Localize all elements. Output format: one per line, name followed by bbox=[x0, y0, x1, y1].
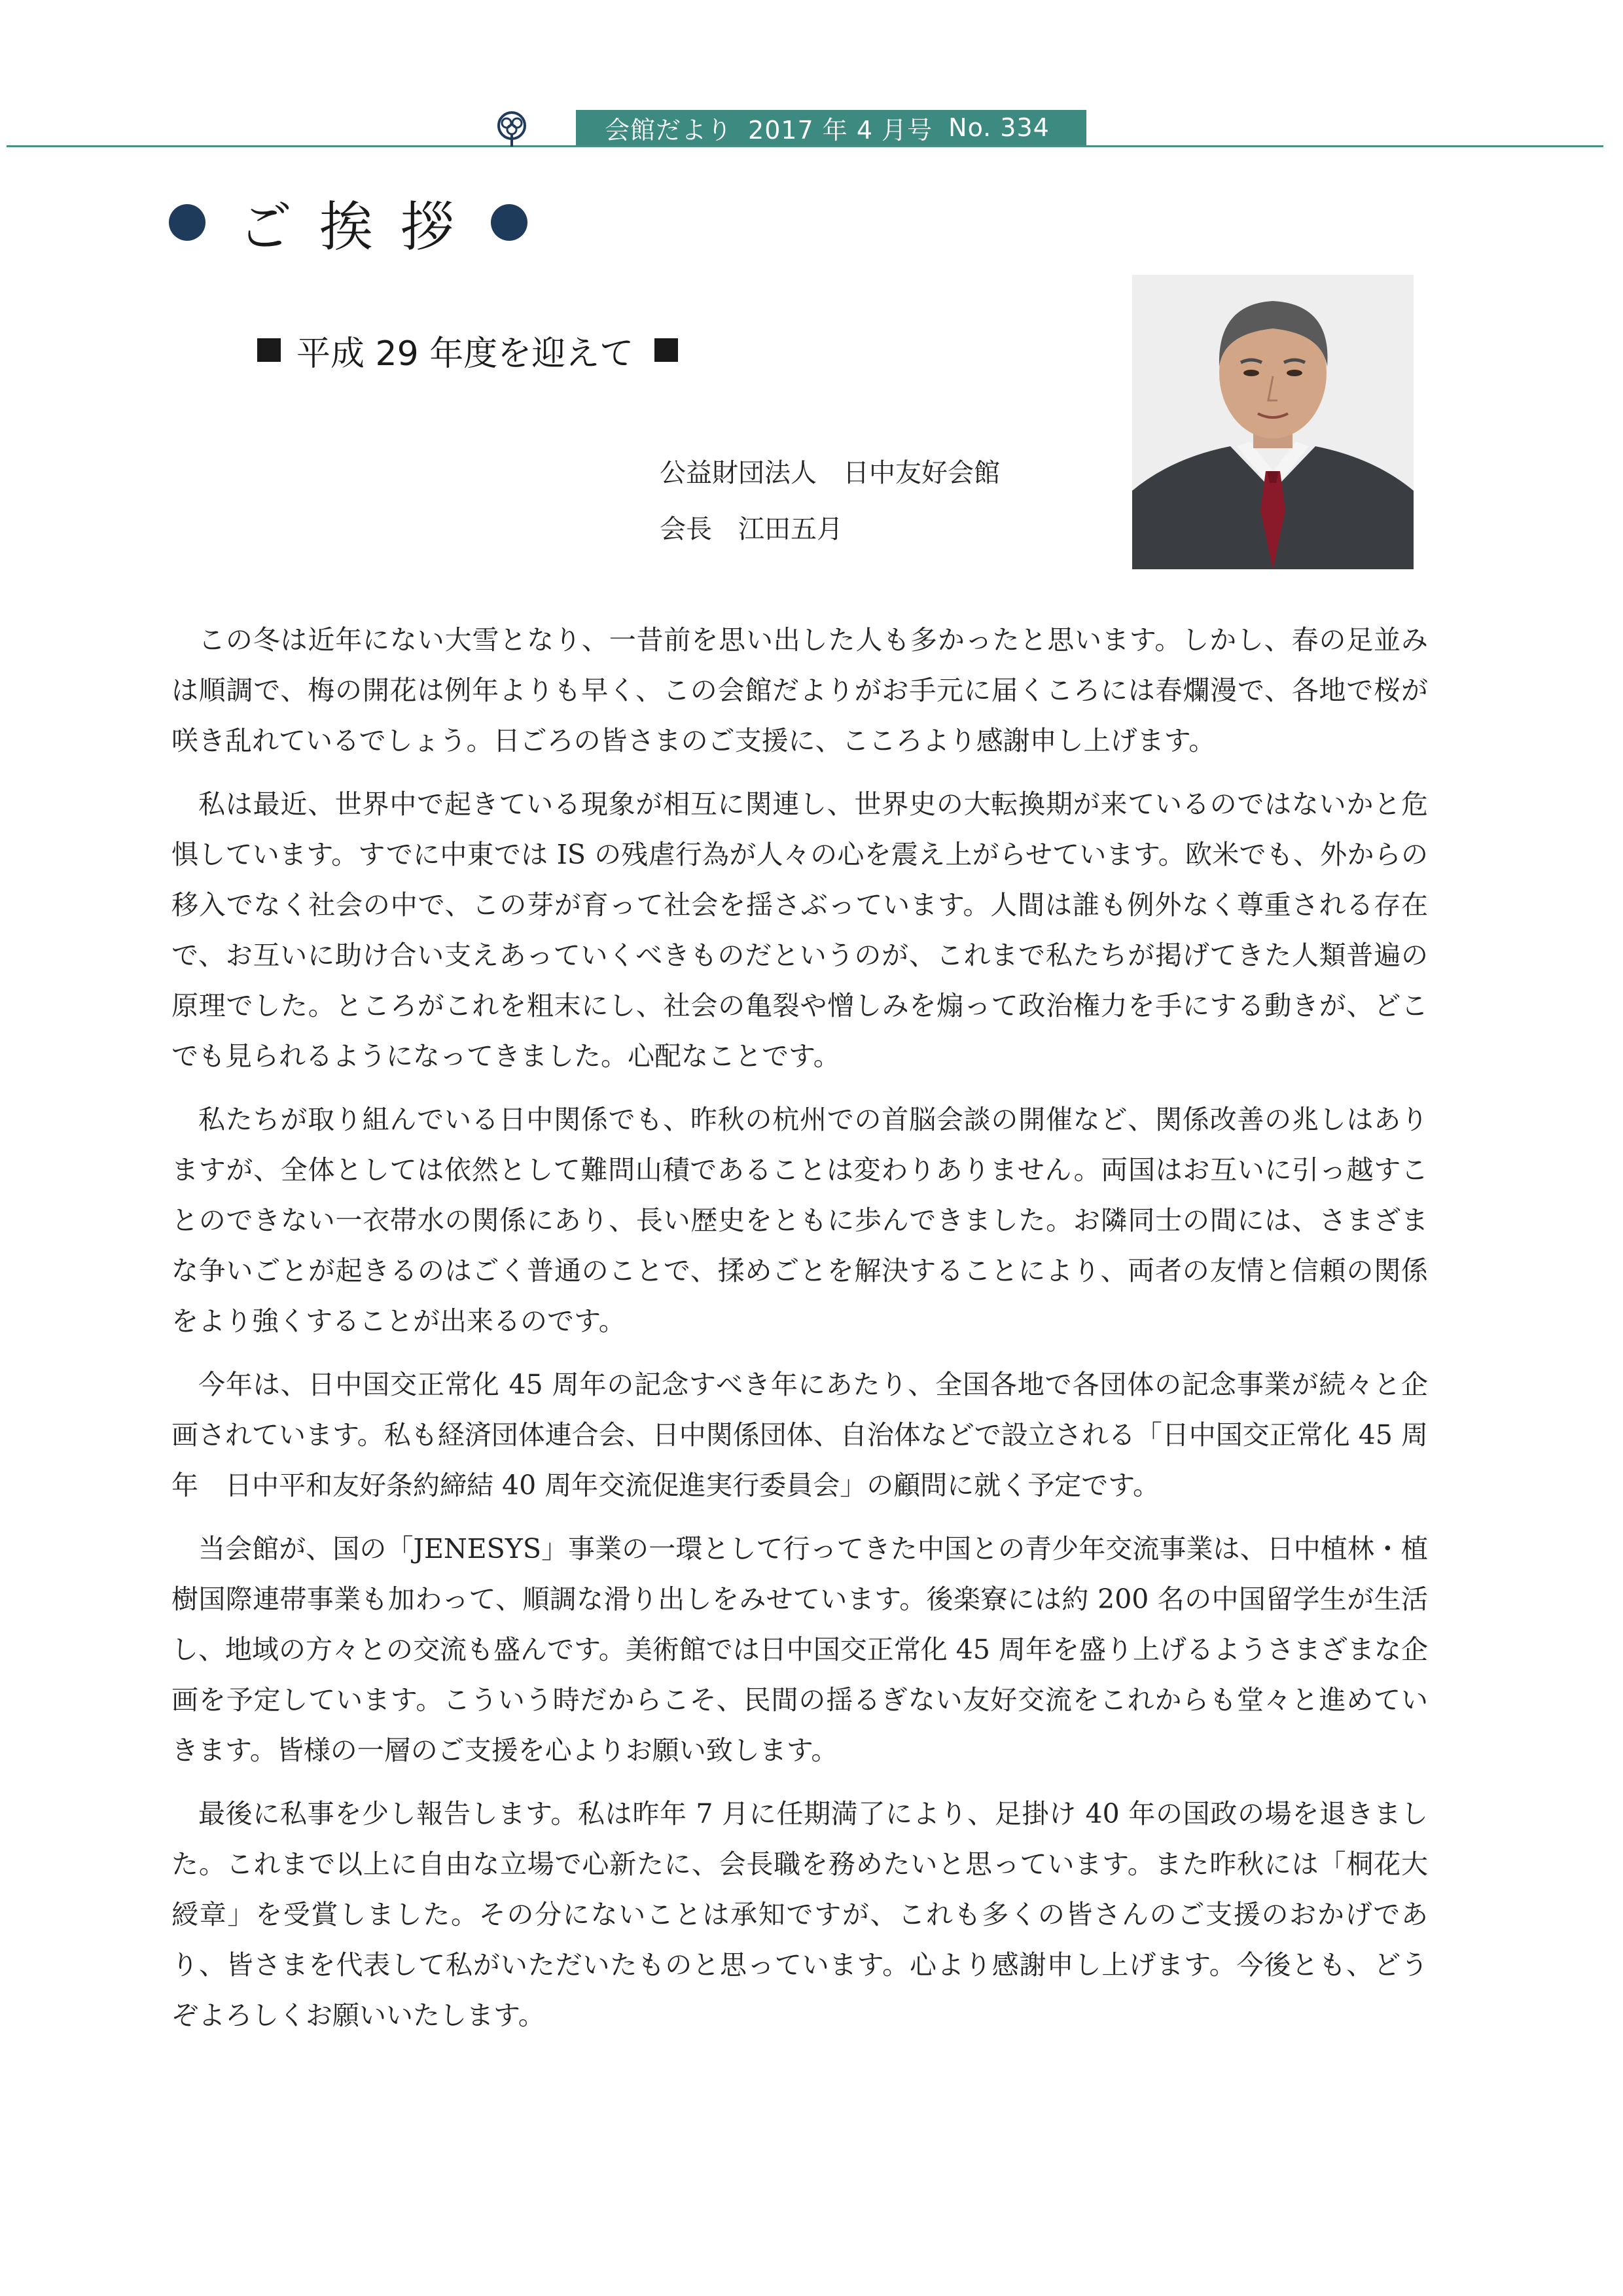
author-block bbox=[660, 445, 1000, 557]
issue-date: 2017 年 4 月号 bbox=[748, 115, 933, 145]
article-body bbox=[171, 615, 1428, 2054]
article-subtitle-text: 平成 29 年度を迎えて bbox=[296, 334, 634, 374]
article-subtitle bbox=[257, 327, 678, 373]
publication-name: 会館だより bbox=[605, 115, 733, 145]
bullet-dot-icon bbox=[491, 204, 527, 241]
paragraph: 私たちが取り組んでいる日中関係でも、昨秋の杭州での首脳会談の開催など、関係改善の兆しはありますが、全体としては依然として難問山積であることは変わりありません。両国はお互いに引っ越すことのできない一衣帯水の関係にあり、長い歴史をともに歩んできました。お隣同士の間には、さまざまな争いごとが起きるのはごく普通のことで、揉めごとを解決することにより、両者の友情と信頼の関係をより強くすることが出来るのです。 bbox=[171, 1104, 1428, 1337]
organization-name: 公益財団法人 日中友好会館 bbox=[660, 458, 1000, 488]
paragraph: 当会館が、国の「JENESYS」事業の一環として行ってきた中国との青少年交流事業は、日中植林・植樹国際連帯事業も加わって、順調な滑り出しをみせています。後楽寮には約 200 名の中国留学生が生活し、地域の方々との交流も盛んです。美術館では日中国交正常化 45 周年を盛り上げるようさまざまな企画を予定しています。こういう時だからこそ、民間の揺るぎない友好交流をこれからも堂々と進めていきます。皆様の一層のご支援を心よりお願い致します。 bbox=[171, 1533, 1428, 1766]
paragraph: 私は最近、世界中で起きている現象が相互に関連し、世界史の大転換期が来ているのではないかと危惧しています。すでに中東では IS の残虐行為が人々の心を震え上がらせています。欧米でも、外からの移入でなく社会の中で、この芽が育って社会を揺さぶっています。人間は誰も例外なく尊重される存在で、お互いに助け合い支えあっていくべきものだというのが、これまで私たちが掲げてきた人類普遍の原理でした。ところがこれを粗末にし、社会の亀裂や憎しみを煽って政治権力を手にする動きが、どこでも見られるようになってきました。心配なことです。 bbox=[171, 788, 1428, 1072]
paragraph: この冬は近年にない大雪となり、一昔前を思い出した人も多かったと思います。しかし、春の足並みは順調で、梅の開花は例年よりも早く、この会館だよりがお手元に届くころには春爛漫で、各地で桜が咲き乱れているでしょう。日ごろの皆さまのご支援に、こころより感謝申し上げます。 bbox=[171, 624, 1428, 756]
section-title bbox=[169, 186, 527, 258]
square-bullet-icon bbox=[654, 338, 678, 362]
portrait-photo bbox=[1132, 275, 1414, 569]
paragraph: 今年は、日中国交正常化 45 周年の記念すべき年にあたり、全国各地で各団体の記念事業が続々と企画されています。私も経済団体連合会、日中関係団体、自治体などで設立される「日中国交正常化 45 周年 日中平和友好条約締結 40 周年交流促進実行委員会」の顧問に就く予定です。 bbox=[171, 1369, 1428, 1501]
issue-banner bbox=[576, 110, 1086, 145]
issue-number: No. 334 bbox=[948, 113, 1050, 142]
bullet-dot-icon bbox=[169, 204, 205, 241]
paragraph: 最後に私事を少し報告します。私は昨年 7 月に任期満了により、足掛け 40 年の国政の場を退きました。これまで以上に自由な立場で心新たに、会長職を務めたいと思っています。また昨秋には「桐花大綬章」を受賞しました。その分にないことは承知ですが、これも多くの皆さんのご支援のおかげであり、皆さまを代表して私がいただいたものと思っています。心より感謝申し上げます。今後とも、どうぞよろしくお願いいたします。 bbox=[171, 1798, 1428, 2031]
section-title-text: ご挨拶 bbox=[238, 196, 482, 258]
tree-logo-icon bbox=[492, 109, 531, 148]
square-bullet-icon bbox=[257, 338, 281, 362]
author-name: 会長 江田五月 bbox=[660, 514, 843, 544]
